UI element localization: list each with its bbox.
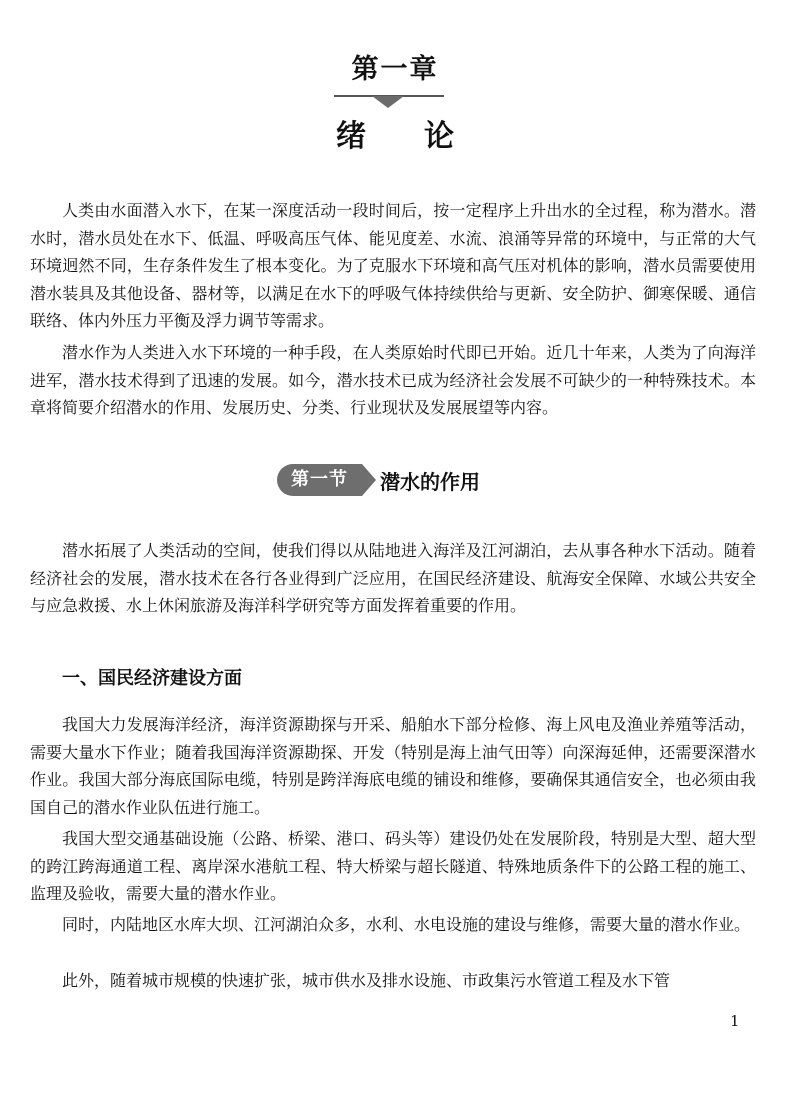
subsection-paragraph-2: 我国大型交通基础设施（公路、桥梁、港口、码头等）建设仍处在发展阶段，特别是大型、超大型的跨江跨海通道工程、离岸深水港航工程、特大桥梁与超长隧道、特殊地质条件下的公路工程的施工、监理及验收，需要大量的潜水作业。 bbox=[30, 829, 756, 903]
page-number: 1 bbox=[730, 1012, 740, 1030]
badge-chevron-icon bbox=[362, 464, 376, 496]
intro-paragraph-1: 人类由水面潜入水下，在某一深度活动一段时间后，按一定程序上升出水的全过程，称为潜水。潜水时，潜水员处在水下、低温、呼吸高压气体、能见度差、水流、浪涌等异常的环境中，与正常的大气环境迥然不同，生存条件发生了根本变化。为了克服水下环境和高气压对机体的影响，潜水员需要使用潜水装具及其他设备、器材等，以满足在水下的呼吸气体持续供给与更新、安全防护、御寒保暖、通信联络、体内外压力平衡及浮力调节等需求。 bbox=[30, 201, 756, 330]
chapter-arrow-icon bbox=[372, 96, 404, 108]
subsection-paragraph-1: 我国大力发展海洋经济，海洋资源勘探与开采、船舶水下部分检修、海上风电及渔业养殖等活动，需要大量水下作业；随着我国海洋资源勘探、开发（特别是海上油气田等）向深海延伸，还需要深潜水作业。我国大部分海底国际电缆，特别是跨洋海底电缆的铺设和维修，要确保其通信安全，也必须由我国自己的潜水作业队伍进行施工。 bbox=[30, 715, 756, 817]
subsection-heading: 一、国民经济建设方面 bbox=[62, 668, 242, 689]
subsection-paragraph-4: 此外，随着城市规模的快速扩张，城市供水及排水设施、市政集污水管道工程及水下管 bbox=[62, 971, 671, 990]
chapter-label: 第一章 bbox=[351, 54, 439, 85]
section-intro-paragraph: 潜水拓展了人类活动的空间，使我们得以从陆地进入海洋及江河湖泊，去从事各种水下活动。随着经济社会的发展，潜水技术在各行各业得到广泛应用，在国民经济建设、航海安全保障、水域公共安全与应急救援、水上休闲旅游及海洋科学研究等方面发挥着重要的作用。 bbox=[30, 541, 756, 615]
chapter-title: 绪论 bbox=[336, 119, 512, 154]
intro-paragraph-2: 潜水作为人类进入水下环境的一种手段，在人类原始时代即已开始。近几十年来，人类为了向海洋进军，潜水技术得到了迅速的发展。如今，潜水技术已成为经济社会发展不可缺少的一种特殊技术。本章将简要介绍潜水的作用、发展历史、分类、行业现状及发展展望等内容。 bbox=[30, 343, 756, 417]
section-number-badge: 第一节 bbox=[277, 464, 362, 496]
section-title: 潜水的作用 bbox=[380, 469, 480, 494]
subsection-paragraph-3: 同时，内陆地区水库大坝、江河湖泊众多，水利、水电设施的建设与维修，需要大量的潜水作业。 bbox=[62, 915, 751, 934]
section-heading bbox=[277, 464, 480, 496]
